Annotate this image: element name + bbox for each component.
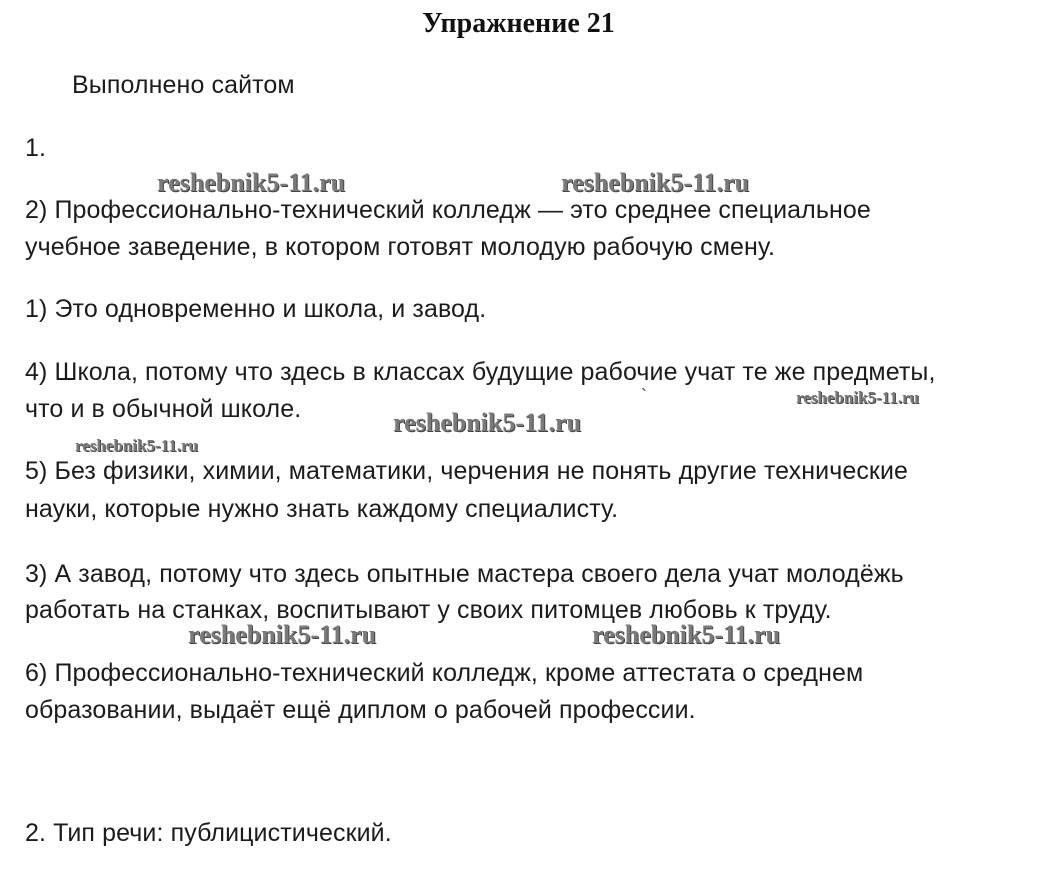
watermark: reshebnik5-11.ru (592, 620, 781, 649)
paragraph-line: 1) Это одновременно и школа, и завод. (25, 295, 487, 323)
paragraph-line: что и в обычной школе. (25, 395, 302, 423)
paragraph-line: 6) Профессионально-технический колледж, кроме аттестата о среднем (25, 659, 864, 687)
paragraph-line: 5) Без физики, химии, математики, черчения не понять другие технические (25, 457, 909, 485)
section-1-marker: 1. (25, 134, 47, 162)
watermark: reshebnik5-11.ru (188, 620, 377, 649)
paragraph-line: образовании, выдаёт ещё диплом о рабочей профессии. (25, 696, 696, 724)
watermark: reshebnik5-11.ru (75, 436, 198, 455)
paragraph-line: 3) А завод, потому что здесь опытные мастера своего дела учат молодёжь (25, 560, 904, 588)
page-title: Упражнение 21 (422, 8, 615, 39)
paragraph-line: 2) Профессионально-технический колледж — это среднее специальное (25, 196, 871, 224)
paragraph-line: работать на станках, воспитывают у своих питомцев любовь к труду. (25, 596, 832, 624)
stray-mark: ` (641, 386, 647, 406)
paragraph-line: науки, которые нужно знать каждому специалисту. (25, 495, 619, 523)
watermark: reshebnik5-11.ru (561, 168, 750, 197)
done-by-label: Выполнено сайтом (72, 71, 295, 99)
watermark: reshebnik5-11.ru (796, 388, 919, 407)
section-2-text: 2. Тип речи: публицистический. (25, 819, 392, 847)
paragraph-line: 4) Школа, потому что здесь в классах будущие рабочие учат те же предметы, (25, 358, 936, 386)
watermark: reshebnik5-11.ru (393, 408, 582, 437)
paragraph-line: учебное заведение, в котором готовят молодую рабочую смену. (25, 233, 776, 261)
watermark: reshebnik5-11.ru (157, 168, 346, 197)
